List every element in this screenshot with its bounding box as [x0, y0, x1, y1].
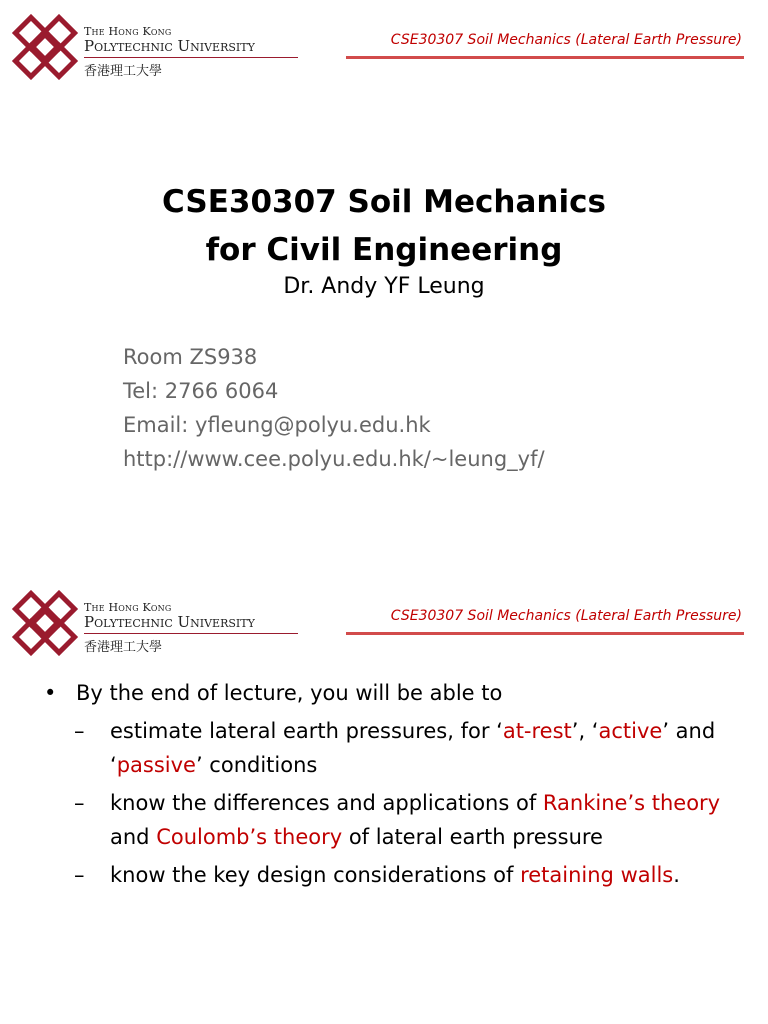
objectives-slide: [0, 576, 768, 1024]
objective-text: and: [110, 825, 157, 849]
header-rule: [346, 632, 744, 635]
objective-text: ’ conditions: [195, 753, 318, 777]
title-line-2: for Civil Engineering: [205, 232, 563, 268]
term-retaining-walls: retaining walls: [520, 863, 674, 887]
objective-item: [44, 858, 744, 892]
university-rule: [84, 633, 298, 634]
objective-text: of lateral earth pressure: [342, 825, 603, 849]
author-name: Dr. Andy YF Leung: [283, 274, 485, 299]
room-text: Room ZS938: [123, 345, 258, 369]
polyu-logo-icon: [12, 14, 78, 80]
university-rule: [84, 57, 298, 58]
slide-divider: [0, 540, 768, 576]
bullet-mark: •: [44, 681, 57, 705]
header-rule: [346, 56, 744, 59]
objectives-list: [44, 676, 744, 892]
objective-text: ’, ‘: [571, 719, 599, 743]
objective-text: know the differences and applications of: [110, 791, 543, 815]
term-active: active: [598, 719, 663, 743]
objective-text: estimate lateral earth pressures, for ‘: [110, 719, 503, 743]
term-coulomb: Coulomb’s theory: [156, 825, 343, 849]
university-name-chinese: 香港理工大學: [84, 640, 163, 655]
university-name-chinese: 香港理工大學: [84, 64, 163, 79]
term-at-rest: at-rest: [502, 719, 572, 743]
contact-info: [123, 340, 545, 476]
email-text: Email: yfleung@polyu.edu.hk: [123, 413, 431, 437]
term-passive: passive: [116, 753, 196, 777]
objective-text: ’ and ‘: [110, 719, 716, 777]
course-header: CSE30307 Soil Mechanics (Lateral Earth Pressure): [390, 32, 742, 48]
objective-text: .: [673, 863, 680, 887]
university-name-line2: Polytechnic University: [84, 613, 255, 631]
university-name-line1: The Hong Kong: [84, 601, 172, 614]
tel-text: Tel: 2766 6064: [123, 379, 279, 403]
course-header: CSE30307 Soil Mechanics (Lateral Earth Pressure): [390, 608, 742, 624]
intro-text: By the end of lecture, you will be able to: [76, 681, 503, 705]
dash-mark: –: [74, 791, 85, 815]
objectives-intro: [44, 676, 744, 710]
university-name-line1: The Hong Kong: [84, 25, 172, 38]
university-name-line2: Polytechnic University: [84, 37, 255, 55]
slide-title: [0, 178, 768, 274]
objective-item: [44, 714, 744, 782]
objective-text: know the key design considerations of: [110, 863, 521, 887]
term-rankine: Rankine’s theory: [542, 791, 721, 815]
homepage-url: http://www.cee.polyu.edu.hk/~leung_yf/: [123, 447, 545, 471]
dash-mark: –: [74, 719, 85, 743]
polyu-logo-icon: [12, 590, 78, 656]
title-line-1: CSE30307 Soil Mechanics: [162, 184, 606, 220]
objective-item: [44, 786, 744, 854]
dash-mark: –: [74, 863, 85, 887]
